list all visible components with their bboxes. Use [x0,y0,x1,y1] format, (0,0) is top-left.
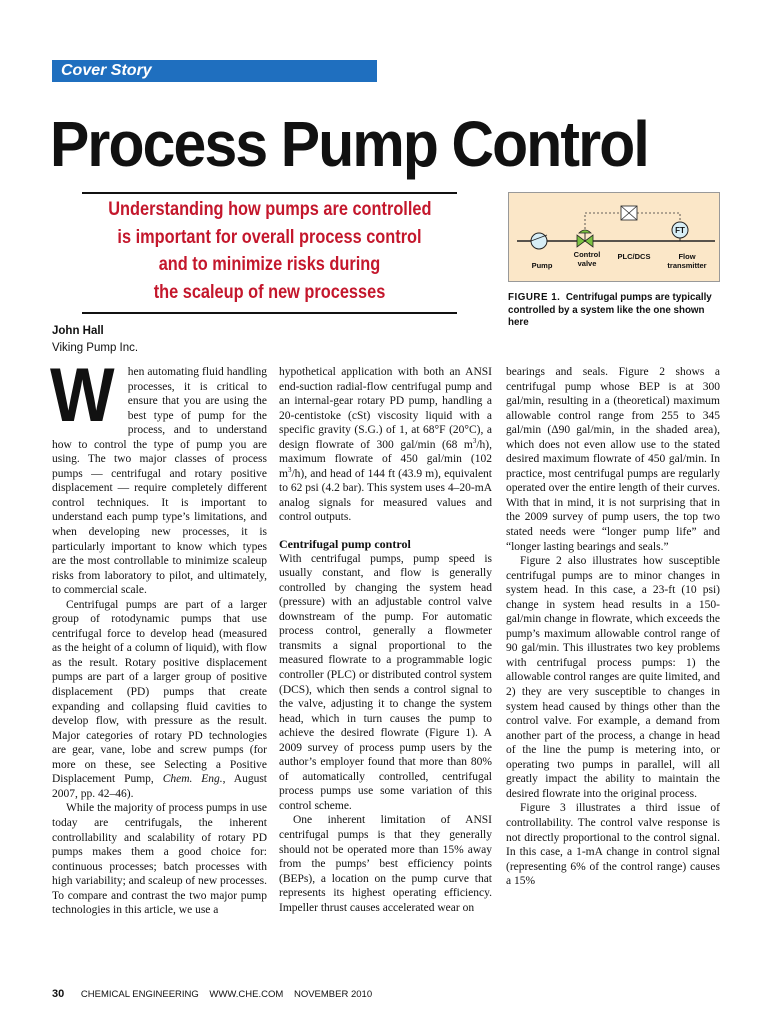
plc-dcs-label: PLC/DCS [617,252,651,261]
paragraph-text: With centrifugal pumps, pump speed is usually constant, and flow is generally controlled by changing the system head (pressure) with an adjustable control valve downstream of the pump. For automatic process control, generally a flowmeter transmits a signal proportional to the measured flowrate to a programmable logic controller (PLC) or distributed control system (DCS), which then sends a control signal to the valve, adjusting it to change the system head, which in turn causes the pump to achieve the desired flowrate (Figure 1). A 2009 survey of process pump users by the author’s employer found that more than 80% of automatically controlled, centrifugal process pumps use some variation of this control scheme. [279,552,492,812]
paragraph-text: While the majority of process pumps in use today are centrifugals, the inherent controllability and scalability of rotary PD pumps makes them a good choice for: continuous processes; batch processes with high variability; and scaleup of new processes. To compare and contrast the two major pump technologies in this article, we use a [52,802,267,917]
deck-line: the scaleup of new processes [153,281,386,303]
deck-top-rule [82,192,457,194]
pump-icon [531,233,547,249]
paragraph-text: hypothetical application with both an ANSI end-suction radial-flow centrifugal pump and an internal-gear rotary PD pump, handling a 20-centistoke (cSt) viscosity liquid with a specific gravity (S.G.) of 1, at 68°F (20°C), a design flowrate of 300 gal/min (68 m [279,366,492,451]
superscript: 3 [287,466,292,474]
paragraph [52,598,267,802]
deck [82,196,457,306]
body-column-2 [279,365,492,915]
control-valve-label: valve [577,259,597,268]
paragraph [279,813,492,915]
paragraph-text: Figure 3 illustrates a third issue of controllability. The control valve response is not directly proportional to the control signal. In this case, a 1-mA change in control signal (representing 6% of the control range) causes a 15% [506,802,720,888]
deck-line: Understanding how pumps are controlled [108,199,432,220]
paragraph [50,353,267,598]
plc-dcs-icon [621,206,637,220]
body-column-3 [506,365,720,889]
paragraph [506,801,720,888]
figure-label: FIGURE 1. [508,292,561,303]
magazine-name: CHEMICAL ENGINEERING [80,989,199,1000]
headline: Process Pump Control [50,108,648,180]
paragraph [506,365,720,554]
paragraph-text: /h), and head of 144 ft (43.9 m), equivalent to 62 psi (4.2 bar). This system uses 4–20-mA analog signals for measured values and control outputs. [279,467,492,524]
page-footer [52,988,380,1000]
section-heading: Centrifugal pump control [279,537,411,552]
issue-date: NOVEMBER 2010 [293,989,373,1000]
figure-1-diagram [508,192,720,282]
paragraph-text: bearings and seals. Figure 2 shows a centrifugal pump whose BEP is at 300 gal/min, resulting in a (theoretical) maximum allowable control range from 255 to 345 gal/min (Δ90 gal/min, in the shaded area), which does not even allow use to the stated desired maximum flowrate of 450 gal/min. In practice, most centrifugal pumps are regularly operated over the entire length of their curves. With that in mind, it is not surprising that in the 2009 survey of pump users, the top two stated needs were “longer pump life” and “longer lasting bearings and seals.” [506,366,720,553]
section-label: Cover Story [52,60,377,82]
paragraph-text: Centrifugal pumps are part of a larger group of rotodynamic pumps that use centrifugal force to develop head (measured as the height of a column of liquid), with flow as the result. Rotary positive displacement pumps are part of a larger group of positive displacement (PD) pumps that create expanding and collapsing fluid cavities to develop flow, with pressure as the result. Major categories of rotary PD technologies are gear, vane, lobe and screw pumps (for more on these, see Selecting a Positive Displacement Pump, [52,598,267,786]
magazine-url: WWW.CHE.COM [209,989,284,1000]
paragraph [279,552,492,814]
paragraph [279,365,492,525]
paragraph [52,801,267,917]
paragraph [506,554,720,801]
paragraph-text: , August 2007, pp. 42–46). [52,773,268,800]
paragraph-text: One inherent limitation of ANSI centrifugal pumps is that they generally should not be operated more than 15% away from the pumps’ best efficiency points (BEPs), a location on the pump curve that represents its highest operating efficiency. Impeller thrust causes accelerated wear on [279,814,492,914]
body-column-1 [50,353,268,918]
paragraph-text: Figure 2 also illustrates how susceptible centrifugal pumps are to minor changes in system head. In this case, a 23-ft (10 psi) change in system head results in a 150-gal/min change in flowrate, which exceeds the pump’s maximum allowable control range of 90 gal/min. This illustrates two key problems with centrifugal process pumps: 1) the allowable control ranges are quite limited, and 2) they are very susceptible to changes in system head caused by things other than the control valve. For example, a demand from another part of the process, a change in head of the line the pump is metering into, or operating two pumps in parallel, will all greatly impact the ability to maintain the desired flowrate into the original process. [506,555,720,800]
byline [52,323,138,357]
deck-bottom-rule [82,312,457,314]
journal-name: Chem. Eng. [162,773,223,786]
superscript: 3 [472,436,477,445]
ft-label: FT [675,226,685,235]
author-name: John Hall [52,325,104,337]
figure-caption-text: Centrifugal pumps are typically controlled by a system like the one shown here [508,292,712,328]
flow-transmitter-label: transmitter [667,261,707,270]
paragraph-text: /h), maximum flowrate of 450 gal/min (102 m [279,438,492,480]
deck-line: and to minimize risks during [158,254,381,275]
page-number: 30 [52,988,65,1000]
control-valve-label: Control [573,250,601,259]
deck-line: is important for overall process control [117,226,422,248]
paragraph-text: hen automating fluid handling processes, it is critical to ensure that you are using the best type of pump for the process, and to understand how to control the type of pump you are using. The two major classes of process pumps — centrifugal and rotary positive displacement — require completely different control techniques. It is important to understand each pump type’s limitations, and when developing new processes, it is particularly important to know which types are the most controllable to minimize scaleup risks from laboratory to pilot, and ultimately, to commercial scale. [52,366,267,597]
author-affiliation: Viking Pump Inc. [52,342,139,354]
control-valve-icon [577,230,593,247]
flow-transmitter-icon [672,222,688,241]
flow-transmitter-label: Flow [678,252,696,261]
drop-cap: W [50,353,115,438]
figure-caption [508,292,723,330]
pump-label: Pump [531,261,553,270]
